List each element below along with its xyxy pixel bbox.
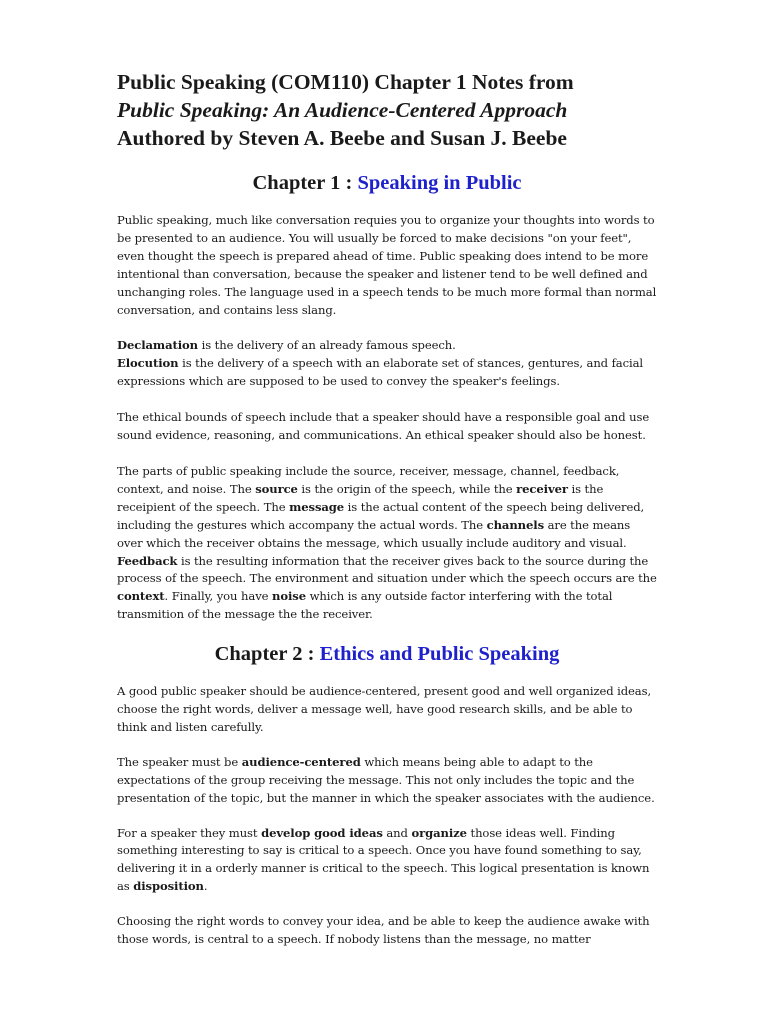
elocution-definition: is the delivery of a speech with an elaborate set of stances, gentures, and facial expressions which are supposed to be used to convey the speaker's feelings. (117, 356, 644, 389)
feedback-term: Feedback (117, 553, 178, 568)
declamation-term: Declamation (117, 338, 199, 353)
context-term: context (117, 589, 165, 604)
text-run: . (203, 879, 208, 894)
document-title (117, 68, 657, 152)
document-body (117, 68, 657, 949)
chapter-2-heading (117, 640, 657, 668)
chapter-1-prefix: Chapter 1 : (252, 172, 358, 194)
organize-term: organize (411, 825, 467, 840)
text-run: those ideas well. Finding something interesting to say is critical to a speech. Once you have found something to say, delivering it in a orderly manner is critical to the speech. This logical presentation is known as (117, 825, 650, 894)
text-run: For a speaker they must (117, 825, 262, 840)
channels-term: channels (486, 517, 544, 532)
right-words-paragraph: Choosing the right words to convey your idea, and be able to keep the audience awake with those words, is central to a speech. If nobody listens than the message, no matter (117, 914, 650, 947)
parts-of-speaking-paragraph (117, 463, 657, 624)
text-run: is the resulting information that the receiver gives back to the source during the process of the speech. The environment and situation under which the speech occurs are the (117, 553, 657, 586)
chapter-2-prefix: Chapter 2 : (214, 643, 320, 666)
text-run: which is any outside factor interfering with the total transmition of the message the the receiver. (117, 589, 613, 622)
text-run: The parts of public speaking include the source, receiver, message, channel, feedback, context, and noise. The (117, 463, 620, 496)
audience-centered-term: audience-centered (241, 754, 361, 769)
elocution-term: Elocution (117, 356, 179, 371)
chapter-2-intro-paragraph: A good public speaker should be audience-centered, present good and well organized ideas, choose the right words, deliver a message well, have good research skills, and be able to think and listen carefully. (117, 684, 652, 734)
text-run: and (382, 825, 412, 840)
text-run: is the receipient of the speech. The (117, 481, 604, 514)
text-run: which means being able to adapt to the expectations of the group receiving the message. This not only includes the topic and the presentation of the topic, but the manner in which the speaker associates with the audience. (117, 754, 655, 805)
source-term: source (255, 481, 298, 496)
chapter-2-title: Ethics and Public Speaking (319, 643, 560, 666)
audience-centered-paragraph (117, 754, 657, 808)
chapter-1-heading (117, 169, 657, 197)
title-line-2-book-name: Public Speaking: An Audience-Centered Approach (117, 98, 568, 122)
text-run: . Finally, you have (164, 589, 272, 604)
definitions-paragraph (117, 337, 657, 391)
text-run: is the origin of the speech, while the (297, 481, 517, 496)
declamation-definition: is the delivery of an already famous speech. (198, 338, 456, 353)
chapter-1-intro-paragraph: Public speaking, much like conversation requies you to organize your thoughts into words to be presented to an audience. You will usually be forced to make decisions "on your feet", even thought the speech is prepared ahead of time. Public speaking does intend to be more intentional than conversation, because the speaker and listener tend to be well defined and unchanging roles. The language used in a speech tends to be much more formal than normal conversation, and contains less slang. (117, 213, 657, 317)
disposition-term: disposition (133, 879, 204, 894)
text-run: is the actual content of the speech being delivered, including the gestures which accompany the actual words. The (117, 499, 645, 532)
good-ideas-paragraph (117, 825, 657, 897)
develop-good-ideas-term: develop good ideas (261, 825, 383, 840)
title-line-3-authors: Authored by Steven A. Beebe and Susan J. Beebe (117, 126, 567, 150)
chapter-1-title: Speaking in Public (357, 172, 522, 194)
receiver-term: receiver (516, 481, 568, 496)
message-term: message (289, 499, 345, 514)
text-run: are the means over which the receiver obtains the message, which usually include auditory and visual. (117, 517, 631, 550)
noise-term: noise (272, 589, 306, 604)
text-run: The speaker must be (117, 754, 242, 769)
title-line-1: Public Speaking (COM110) Chapter 1 Notes from (117, 70, 574, 94)
ethical-bounds-paragraph: The ethical bounds of speech include that a speaker should have a responsible goal and use sound evidence, reasoning, and communications. An ethical speaker should also be honest. (117, 410, 650, 443)
